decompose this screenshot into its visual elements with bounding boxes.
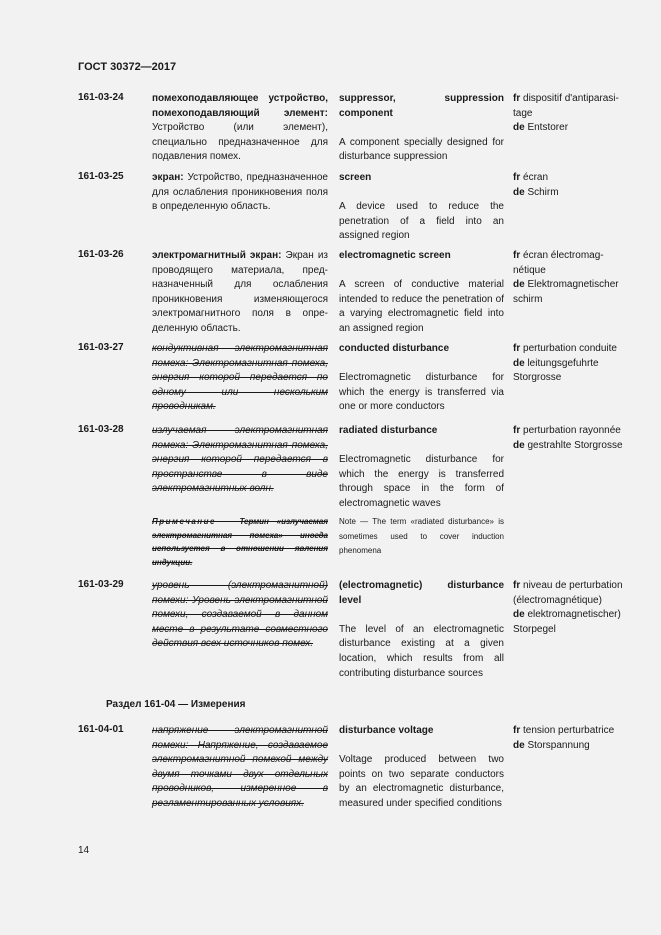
- deprecated-russian-text: напряжение электромагнитной помехи: Напряжение, создаваемое электромагнитной помехой между двумя точками двух отдельных проводников, измеренное в регламентированных условиях.: [152, 725, 328, 809]
- english-column: [339, 342, 504, 415]
- de-label: de: [513, 739, 525, 751]
- german-term: Elektromagnetischer schirm: [513, 279, 619, 305]
- english-term: suppressor, suppression component: [339, 93, 504, 119]
- term-number: 161-03-28: [78, 424, 124, 435]
- foreign-equivalents: [513, 171, 623, 200]
- de-label: de: [513, 357, 525, 369]
- english-term: disturbance voltage: [339, 725, 434, 736]
- deprecated-russian-text: излучаемая электромагнитная помеха: Электромагнитная помеха, энергия которой передается в пространстве в виде электромагнитных волн.: [152, 425, 328, 495]
- english-definition: A component specially designed for disturbance suppression: [339, 136, 504, 163]
- de-label: de: [513, 439, 525, 451]
- french-term: tension perturbatrice: [523, 725, 615, 736]
- english-column: [339, 424, 504, 512]
- foreign-equivalents: [513, 724, 623, 753]
- english-column: [339, 171, 504, 244]
- fr-label: fr: [513, 580, 521, 591]
- fr-label: fr: [513, 725, 521, 736]
- term-number: 161-03-27: [78, 342, 124, 353]
- english-definition: A screen of conductive material intended to reduce the penetration of a varying electromagnetic field into an assigned region: [339, 279, 504, 334]
- document-header: ГОСТ 30372—2017: [78, 61, 177, 73]
- term-number: 161-03-25: [78, 171, 124, 182]
- english-term: electromagnetic screen: [339, 250, 451, 261]
- foreign-equivalents: [513, 249, 623, 307]
- german-term: Storspannung: [527, 739, 590, 751]
- russian-definition: [152, 249, 328, 337]
- english-definition: Voltage produced between two points on two separate conductors by an electromagnetic disturbance, measured under specified conditions: [339, 754, 504, 809]
- german-term: leitungsgefuhrte Storgrosse: [513, 357, 599, 384]
- russian-term: экран:: [152, 172, 184, 183]
- russian-definition: [152, 424, 328, 497]
- section-heading: Раздел 161-04 — Измерения: [106, 699, 246, 710]
- russian-term: электромагнитный экран:: [152, 250, 282, 261]
- english-term: conducted disturbance: [339, 343, 450, 354]
- russian-definition: [152, 342, 328, 415]
- page-number: 14: [78, 845, 90, 856]
- fr-label: fr: [513, 93, 521, 104]
- foreign-equivalents: [513, 424, 623, 453]
- term-number: 161-04-01: [78, 724, 124, 735]
- english-definition: The level of an electromagnetic disturbance existing at a given location, which results from all contributing disturbance sources: [339, 623, 504, 679]
- english-column: [339, 249, 504, 337]
- french-term: perturbation rayonnée: [523, 425, 621, 436]
- english-definition: Electromagnetic disturbance for which the energy is transferred via one or more conductors: [339, 372, 504, 413]
- de-label: de: [513, 186, 525, 198]
- french-term: dispositif d'antiparasitage: [513, 93, 619, 119]
- russian-note: [152, 515, 328, 569]
- russian-text: Устройство, предназначенное для ослабления проникновения поля в определенную область.: [152, 172, 328, 213]
- english-term: (electromagnetic) disturbance level: [339, 580, 504, 606]
- term-number: 161-03-26: [78, 249, 124, 260]
- term-number: 161-03-24: [78, 92, 124, 103]
- de-label: de: [513, 609, 525, 621]
- fr-label: fr: [513, 250, 521, 261]
- russian-definition: [152, 579, 328, 652]
- foreign-equivalents: [513, 579, 623, 637]
- english-definition: Electromagnetic disturbance for which the energy is transferred through space in the form of electromagnetic waves: [339, 454, 504, 509]
- english-note: Note — The term «radiated disturbance» is sometimes used to cover induction phenomena: [339, 517, 504, 555]
- note-label: Примечание: [152, 517, 216, 526]
- russian-text: Экран из проводящего материала, предназначенный для ослабления проникновения изменяющегося электромагнитного поля в определенную область.: [152, 250, 328, 334]
- french-term: perturbation conduite: [523, 343, 617, 354]
- french-term: niveau de perturbation (électromagnétique): [513, 580, 623, 606]
- german-term: gestrahlte Storgrosse: [527, 439, 623, 451]
- foreign-equivalents: [513, 92, 623, 136]
- english-term: screen: [339, 172, 372, 183]
- english-term: radiated disturbance: [339, 425, 438, 436]
- de-label: de: [513, 279, 525, 291]
- english-column: [339, 579, 504, 681]
- term-number: 161-03-29: [78, 579, 124, 590]
- fr-label: fr: [513, 172, 521, 183]
- german-term: Entstorer: [527, 122, 569, 134]
- french-term: écran: [523, 172, 549, 183]
- english-column: [339, 92, 504, 165]
- de-label: de: [513, 122, 525, 134]
- russian-definition: [152, 171, 328, 215]
- foreign-equivalents: [513, 342, 623, 386]
- english-column: [339, 724, 504, 812]
- german-term: elektromagnetischer) Storpegel: [513, 609, 621, 635]
- fr-label: fr: [513, 425, 521, 436]
- note-text: — Термин «излучаемая электромагнитная помеха» иногда используется в отношении явления индукции.: [152, 517, 328, 567]
- deprecated-russian-text: кондуктивная электромагнитная помеха: Электромагнитная помеха, энергия которой передается по одному или нескольким проводникам.: [152, 343, 328, 413]
- german-term: Schirm: [527, 186, 559, 198]
- fr-label: fr: [513, 343, 521, 354]
- russian-definition: [152, 724, 328, 812]
- french-term: écran électromag-nétique: [513, 250, 604, 276]
- russian-text: Устройство (или элемент), специально предназначенное для подавления помех.: [152, 122, 328, 163]
- russian-term: помехоподавляющее устройство, помехоподавляющий элемент:: [152, 93, 328, 119]
- russian-definition: [152, 92, 328, 165]
- deprecated-russian-text: уровень (электромагнитной) помехи: Уровень электромагнитной помехи, создаваемой в данном месте в результате совместного действия всех источников помех.: [152, 580, 328, 650]
- english-definition: A device used to reduce the penetration of a field into an assigned region: [339, 201, 504, 242]
